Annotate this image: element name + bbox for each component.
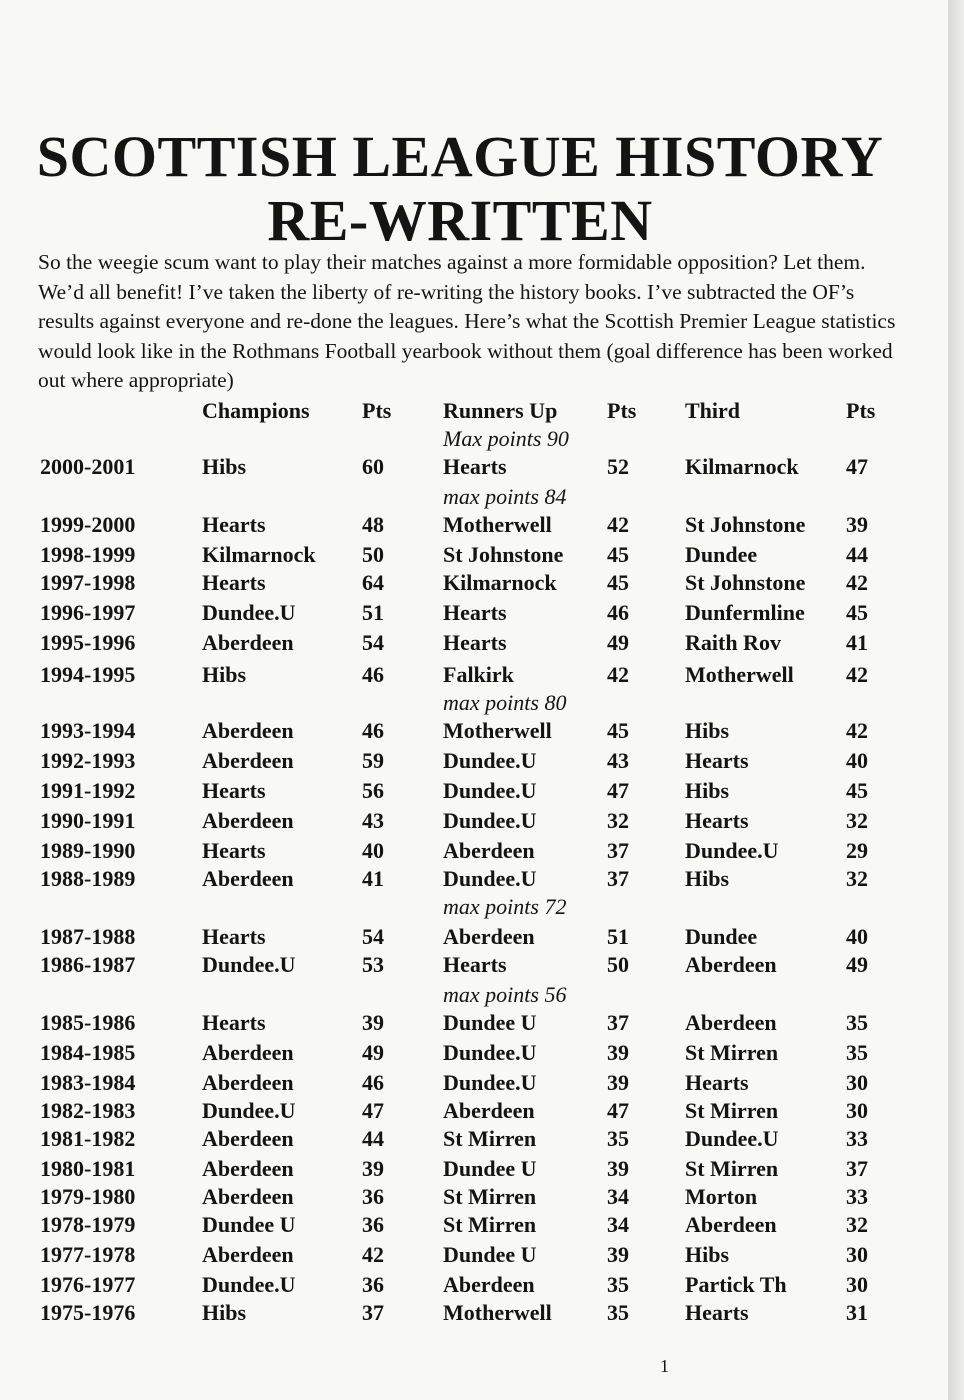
table-row [0,836,948,866]
season-cell: 1975-1976 [40,1300,136,1325]
champion-cell: Hibs [202,1300,247,1325]
runner-up-points-cell: 51 [607,924,629,949]
third-cell: Aberdeen [685,952,777,977]
third-points-cell: 39 [846,512,868,537]
third-points-cell: 41 [846,630,868,655]
champion-cell: Aberdeen [202,1242,294,1267]
third-cell: Dundee.U [685,1126,779,1151]
third-points-cell: 42 [846,718,868,743]
champion-points-cell: 46 [362,662,384,687]
champion-cell: Hearts [202,1010,266,1035]
season-cell: 1989-1990 [40,838,136,863]
champion-points-cell: 50 [362,542,384,567]
third-cell: Motherwell [685,662,794,687]
third-points-cell: 45 [846,778,868,803]
table-row [0,806,948,836]
season-cell: 1982-1983 [40,1098,136,1123]
third-points-cell: 42 [846,662,868,687]
champion-points-cell: 54 [362,630,384,655]
champion-cell: Aberdeen [202,748,294,773]
runner-up-points-cell: 47 [607,778,629,803]
runner-up-points-cell: 45 [607,570,629,595]
runner-up-points-cell: 43 [607,748,629,773]
runner-up-points-cell: 46 [607,600,629,625]
max-points-subheading [0,424,948,454]
runner-up-points-cell: 32 [607,808,629,833]
runner-up-cell: Falkirk [443,662,514,687]
third-cell: Hibs [685,718,730,743]
champion-points-cell: 40 [362,838,384,863]
third-points-cell: 42 [846,570,868,595]
third-cell: Dundee.U [685,838,779,863]
season-cell: 1977-1978 [40,1242,136,1267]
third-cell: St Mirren [685,1156,779,1181]
runner-up-points-cell: 37 [607,838,629,863]
runner-up-points-cell: 45 [607,718,629,743]
champion-points-cell: 36 [362,1184,384,1209]
third-cell: Partick Th [685,1272,787,1297]
champion-cell: Dundee.U [202,1272,296,1297]
season-cell: 1978-1979 [40,1212,136,1237]
page-title-line-2: RE-WRITTEN [267,188,653,253]
runner-up-points-cell: 39 [607,1242,629,1267]
third-points-cell: 30 [846,1272,868,1297]
third-points-cell: 30 [846,1242,868,1267]
table-row [0,1038,948,1068]
third-points-cell: 30 [846,1098,868,1123]
champion-cell: Hearts [202,838,266,863]
season-cell: 1998-1999 [40,542,136,567]
season-cell: 1993-1994 [40,718,136,743]
third-cell: St Mirren [685,1098,779,1123]
champion-cell: Dundee.U [202,1098,296,1123]
max-points-label: max points 56 [443,982,567,1007]
third-cell: Dundee [685,542,758,567]
runner-up-cell: Aberdeen [443,838,535,863]
champion-cell: Aberdeen [202,866,294,891]
runner-up-points-cell: 49 [607,630,629,655]
third-cell: Morton [685,1184,758,1209]
table-header [0,396,948,426]
third-cell: Dunfermline [685,600,805,625]
third-points-cell: 29 [846,838,868,863]
runner-up-cell: Dundee.U [443,778,537,803]
third-cell: Hearts [685,808,749,833]
champion-cell: Dundee U [202,1212,296,1237]
max-points-subheading [0,980,948,1010]
table-row [0,922,948,952]
runner-up-cell: Aberdeen [443,1272,535,1297]
third-cell: Kilmarnock [685,454,799,479]
champion-cell: Hearts [202,778,266,803]
max-points-label: Max points 90 [443,426,569,451]
champion-points-cell: 54 [362,924,384,949]
table-row [0,1210,948,1240]
third-points-cell: 37 [846,1156,868,1181]
third-points-cell: 45 [846,600,868,625]
third-cell: St Johnstone [685,512,806,537]
champion-cell: Aberdeen [202,1126,294,1151]
table-row [0,510,948,540]
third-points-cell: 47 [846,454,868,479]
runner-up-cell: Hearts [443,454,507,479]
runner-up-points-cell: 42 [607,512,629,537]
runner-up-points-cell: 47 [607,1098,629,1123]
runner-up-cell: St Mirren [443,1184,537,1209]
season-cell: 1997-1998 [40,570,136,595]
table-row [0,1008,948,1038]
runner-up-cell: Dundee.U [443,866,537,891]
champion-cell: Aberdeen [202,1040,294,1065]
champion-points-cell: 64 [362,570,384,595]
runner-up-cell: St Johnstone [443,542,564,567]
season-cell: 1995-1996 [40,630,136,655]
table-row [0,452,948,482]
runner-up-points-cell: 35 [607,1272,629,1297]
runner-up-points-cell: 34 [607,1212,629,1237]
third-cell: St Johnstone [685,570,806,595]
runner-up-cell: Motherwell [443,718,552,743]
page-title-line-1: SCOTTISH LEAGUE HISTORY [36,124,884,189]
third-points-cell: 40 [846,748,868,773]
runner-up-points-cell: 45 [607,542,629,567]
table-row [0,568,948,598]
champion-points-cell: 46 [362,1070,384,1095]
champion-cell: Dundee.U [202,952,296,977]
champion-points-cell: 53 [362,952,384,977]
third-points-cell: 30 [846,1070,868,1095]
runner-up-points-cell: 42 [607,662,629,687]
table-row [0,716,948,746]
champion-cell: Hearts [202,924,266,949]
season-cell: 1999-2000 [40,512,136,537]
season-cell: 1981-1982 [40,1126,136,1151]
header-champions-pts: Pts [362,398,392,423]
champion-points-cell: 39 [362,1010,384,1035]
runner-up-cell: St Mirren [443,1126,537,1151]
champion-points-cell: 44 [362,1126,384,1151]
season-cell: 1990-1991 [40,808,136,833]
runner-up-cell: Dundee U [443,1010,537,1035]
header-third: Third [685,398,741,423]
runner-up-points-cell: 39 [607,1040,629,1065]
table-row [0,628,948,658]
champion-points-cell: 41 [362,866,384,891]
table-row [0,1124,948,1154]
table-row [0,660,948,690]
third-cell: Hearts [685,1070,749,1095]
champion-points-cell: 48 [362,512,384,537]
header-third-pts: Pts [846,398,876,423]
season-cell: 1976-1977 [40,1272,136,1297]
champion-points-cell: 56 [362,778,384,803]
runner-up-points-cell: 52 [607,454,629,479]
table-row [0,1068,948,1098]
runner-up-points-cell: 37 [607,866,629,891]
table-row [0,1298,948,1328]
header-champions: Champions [202,398,310,423]
runner-up-cell: Aberdeen [443,1098,535,1123]
third-cell: St Mirren [685,1040,779,1065]
runner-up-points-cell: 35 [607,1126,629,1151]
third-points-cell: 35 [846,1010,868,1035]
champion-cell: Hibs [202,454,247,479]
champion-points-cell: 51 [362,600,384,625]
third-points-cell: 49 [846,952,868,977]
runner-up-cell: Hearts [443,952,507,977]
runner-up-cell: Dundee U [443,1242,537,1267]
runner-up-cell: Hearts [443,600,507,625]
max-points-subheading [0,482,948,512]
runner-up-cell: Dundee.U [443,1070,537,1095]
runner-up-cell: Dundee.U [443,748,537,773]
third-cell: Hearts [685,1300,749,1325]
champion-points-cell: 47 [362,1098,384,1123]
champion-cell: Kilmarnock [202,542,316,567]
table-row [0,1182,948,1212]
season-cell: 1987-1988 [40,924,136,949]
champion-cell: Hearts [202,570,266,595]
champion-cell: Aberdeen [202,1184,294,1209]
table-row [0,950,948,980]
third-cell: Aberdeen [685,1010,777,1035]
champion-cell: Dundee.U [202,600,296,625]
max-points-label: max points 72 [443,894,567,919]
season-cell: 1984-1985 [40,1040,136,1065]
third-points-cell: 40 [846,924,868,949]
table-row [0,1270,948,1300]
max-points-subheading [0,892,948,922]
champion-points-cell: 43 [362,808,384,833]
champion-cell: Hibs [202,662,247,687]
table-row [0,1154,948,1184]
header-runners-up: Runners Up [443,398,558,423]
third-cell: Dundee [685,924,758,949]
season-cell: 1994-1995 [40,662,136,687]
third-points-cell: 32 [846,1212,868,1237]
runner-up-cell: Dundee.U [443,808,537,833]
season-cell: 2000-2001 [40,454,136,479]
max-points-label: max points 80 [443,690,567,715]
runner-up-points-cell: 39 [607,1156,629,1181]
season-cell: 1988-1989 [40,866,136,891]
champion-points-cell: 49 [362,1040,384,1065]
champion-points-cell: 59 [362,748,384,773]
champion-cell: Aberdeen [202,718,294,743]
third-cell: Hibs [685,866,730,891]
page-number: 1 [660,1356,669,1376]
third-cell: Aberdeen [685,1212,777,1237]
max-points-label: max points 84 [443,484,567,509]
third-points-cell: 33 [846,1184,868,1209]
runner-up-cell: Aberdeen [443,924,535,949]
table-row [0,746,948,776]
third-cell: Hibs [685,1242,730,1267]
season-cell: 1992-1993 [40,748,136,773]
page-edge [948,0,964,1400]
table-row [0,1096,948,1126]
runner-up-cell: Hearts [443,630,507,655]
runner-up-cell: St Mirren [443,1212,537,1237]
season-cell: 1985-1986 [40,1010,136,1035]
champion-points-cell: 36 [362,1272,384,1297]
season-cell: 1991-1992 [40,778,136,803]
champion-cell: Aberdeen [202,808,294,833]
champion-points-cell: 46 [362,718,384,743]
max-points-subheading [0,688,948,718]
runner-up-cell: Dundee U [443,1156,537,1181]
champion-cell: Aberdeen [202,1070,294,1095]
table-row [0,598,948,628]
season-cell: 1983-1984 [40,1070,136,1095]
runner-up-points-cell: 50 [607,952,629,977]
champion-cell: Aberdeen [202,1156,294,1181]
runner-up-cell: Kilmarnock [443,570,557,595]
champion-points-cell: 39 [362,1156,384,1181]
table-row [0,864,948,894]
third-points-cell: 32 [846,808,868,833]
third-points-cell: 33 [846,1126,868,1151]
intro-paragraph: So the weegie scum want to play their matches against a more formidable opposition? Let them. We’d all benefit! I’ve taken the liberty of re-writing the history books. I’ve subtracted the OF’s results against everyone and re-done the leagues. Here’s what the Scottish Premier League statistics would look like in the Rothmans Football yearbook without them (goal difference has been worked out where appropriate) [38,250,896,392]
third-cell: Raith Rov [685,630,781,655]
third-points-cell: 31 [846,1300,868,1325]
season-cell: 1986-1987 [40,952,136,977]
table-row [0,1240,948,1270]
runner-up-points-cell: 39 [607,1070,629,1095]
runner-up-cell: Motherwell [443,1300,552,1325]
third-cell: Hearts [685,748,749,773]
table-row [0,776,948,806]
champion-points-cell: 42 [362,1242,384,1267]
header-runners-up-pts: Pts [607,398,637,423]
champion-points-cell: 36 [362,1212,384,1237]
runner-up-points-cell: 35 [607,1300,629,1325]
champion-cell: Hearts [202,512,266,537]
champion-points-cell: 60 [362,454,384,479]
champion-points-cell: 37 [362,1300,384,1325]
third-points-cell: 32 [846,866,868,891]
runner-up-cell: Motherwell [443,512,552,537]
season-cell: 1996-1997 [40,600,136,625]
runner-up-points-cell: 37 [607,1010,629,1035]
champion-cell: Aberdeen [202,630,294,655]
season-cell: 1979-1980 [40,1184,136,1209]
runner-up-cell: Dundee.U [443,1040,537,1065]
third-points-cell: 35 [846,1040,868,1065]
third-points-cell: 44 [846,542,868,567]
table-row [0,540,948,570]
third-cell: Hibs [685,778,730,803]
runner-up-points-cell: 34 [607,1184,629,1209]
season-cell: 1980-1981 [40,1156,136,1181]
